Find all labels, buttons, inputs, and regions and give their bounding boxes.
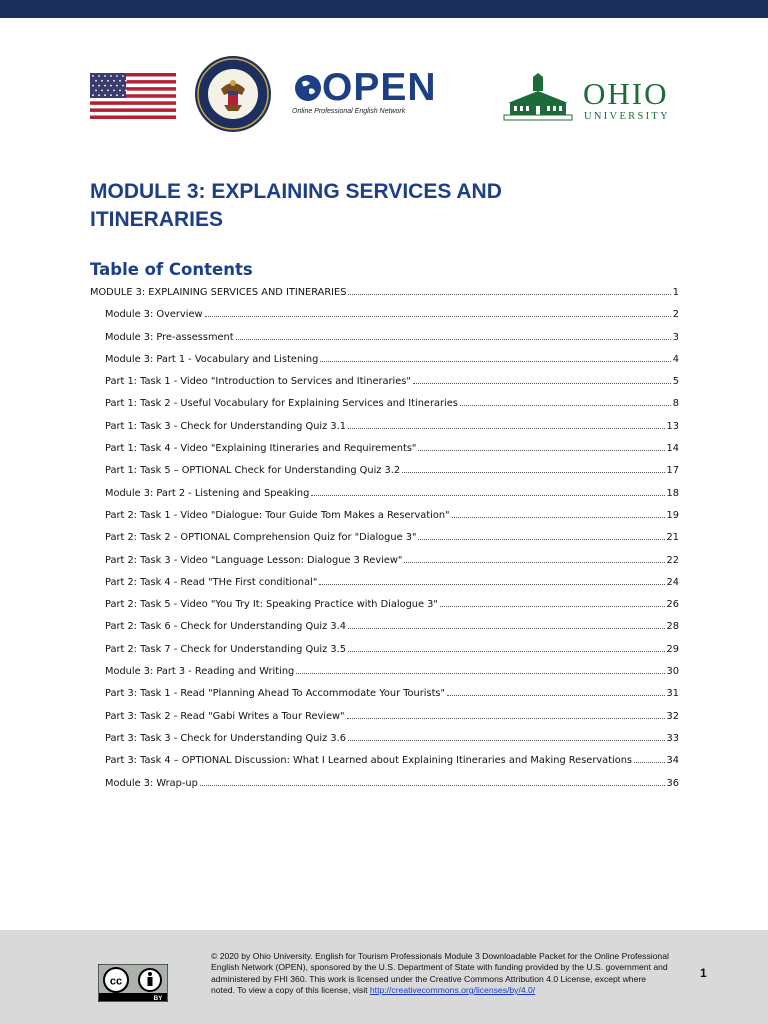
toc-entry-label: Part 2: Task 1 - Video "Dialogue: Tour Guide Tom Makes a Reservation" <box>105 509 450 521</box>
toc-entry-page: 30 <box>666 666 679 678</box>
toc-entry-page: 34 <box>666 755 679 767</box>
toc-entry[interactable] <box>90 376 679 398</box>
toc-entry-page: 32 <box>666 710 679 722</box>
toc-leader-dots <box>452 517 665 518</box>
toc-entry[interactable] <box>90 421 679 443</box>
toc-entry-page: 36 <box>666 777 679 789</box>
toc-entry-page: 17 <box>666 465 679 477</box>
us-flag-icon <box>90 73 176 119</box>
toc-entry-page: 4 <box>672 353 679 365</box>
toc-entry[interactable] <box>90 555 679 577</box>
toc-entry-label: Part 1: Task 3 - Check for Understanding Quiz 3.1 <box>105 420 346 432</box>
toc-entry-label: Module 3: Overview <box>105 309 203 321</box>
toc-entry[interactable] <box>90 733 679 755</box>
toc-leader-dots <box>348 294 670 295</box>
creative-commons-by-badge-icon <box>98 964 168 1002</box>
toc-entry-label: Module 3: Part 2 - Listening and Speaking <box>105 487 310 499</box>
toc-leader-dots <box>348 740 665 741</box>
toc-entry-label: Module 3: Pre-assessment <box>105 331 234 343</box>
toc-entry[interactable] <box>90 465 679 487</box>
toc-entry[interactable] <box>90 443 679 465</box>
toc-entry-label: Part 2: Task 5 - Video "You Try It: Speaking Practice with Dialogue 3" <box>105 599 438 611</box>
toc-leader-dots <box>319 584 664 585</box>
toc-entry[interactable] <box>90 755 679 777</box>
svg-text:cc: cc <box>109 975 123 988</box>
toc-entry[interactable] <box>90 688 679 710</box>
cc-by-label: BY <box>153 995 163 1002</box>
toc-entry-label: Module 3: Part 1 - Vocabulary and Listening <box>105 353 319 365</box>
toc-entry-label: Part 2: Task 7 - Check for Understanding Quiz 3.5 <box>105 643 346 655</box>
toc-entry-label: Part 3: Task 2 - Read "Gabi Writes a Tour Review" <box>105 710 345 722</box>
toc-leader-dots <box>348 628 665 629</box>
toc-entry-label: Module 3: Wrap-up <box>105 777 198 789</box>
toc-entry-label: Part 3: Task 4 – OPTIONAL Discussion: What I Learned about Explaining Itineraries and Making Reservations <box>105 755 633 767</box>
toc-entry-label: Part 1: Task 1 - Video "Introduction to Services and Itineraries" <box>105 376 411 388</box>
table-of-contents <box>90 287 679 800</box>
toc-entry-page: 3 <box>672 331 679 343</box>
toc-leader-dots <box>205 316 671 317</box>
ohio-logo-text: OHIO <box>583 76 669 111</box>
toc-entry[interactable] <box>90 309 679 331</box>
toc-entry-page: 28 <box>666 621 679 633</box>
toc-entry-page: 19 <box>666 509 679 521</box>
toc-entry-page: 18 <box>666 487 679 499</box>
toc-entry-label: Part 1: Task 2 - Useful Vocabulary for Explaining Services and Itineraries <box>105 398 458 410</box>
toc-entry[interactable] <box>90 666 679 688</box>
toc-leader-dots <box>236 339 671 340</box>
toc-entry-page: 5 <box>672 376 679 388</box>
toc-entry-label: Part 2: Task 4 - Read "THe First conditional" <box>105 576 318 588</box>
toc-entry-label: Part 3: Task 1 - Read "Planning Ahead To Accommodate Your Tourists" <box>105 688 446 700</box>
toc-leader-dots <box>447 695 664 696</box>
toc-entry[interactable] <box>90 644 679 666</box>
toc-entry[interactable] <box>90 354 679 376</box>
toc-entry-page: 22 <box>666 554 679 566</box>
department-of-state-seal-icon <box>194 55 272 133</box>
toc-entry[interactable] <box>90 599 679 621</box>
toc-entry[interactable] <box>90 577 679 599</box>
toc-entry-page: 33 <box>666 732 679 744</box>
page-number: 1 <box>700 966 707 980</box>
toc-entry[interactable] <box>90 287 679 309</box>
toc-leader-dots <box>348 651 665 652</box>
toc-entry-label: Part 2: Task 6 - Check for Understanding Quiz 3.4 <box>105 621 346 633</box>
open-logo-text: OPEN <box>322 66 437 109</box>
toc-leader-dots <box>296 673 664 674</box>
toc-entry[interactable] <box>90 621 679 643</box>
toc-entry-label: Module 3: Part 3 - Reading and Writing <box>105 666 295 678</box>
license-link[interactable]: http://creativecommons.org/licenses/by/4.0/ <box>369 984 536 995</box>
toc-entry-page: 26 <box>666 599 679 611</box>
toc-entry-label: Part 2: Task 3 - Video "Language Lesson: Dialogue 3 Review" <box>105 554 403 566</box>
open-globe-icon <box>293 73 323 103</box>
toc-entry-label: Part 1: Task 4 - Video "Explaining Itineraries and Requirements" <box>105 443 417 455</box>
toc-entry-page: 1 <box>672 287 679 298</box>
top-bar <box>0 0 768 18</box>
open-logo-tagline: Online Professional English Network <box>292 108 406 115</box>
toc-leader-dots <box>413 383 671 384</box>
toc-leader-dots <box>418 450 664 451</box>
license-text: © 2020 by Ohio University. English for Tourism Professionals Module 3 Downloadable Packet for the Online Professional English Network (OPEN), sponsored by the U.S. Department of State with funding provided by the U.S. government and administered by FHI 360. This work is licensed under the Creative Commons Attribution 4.0 License, except where noted. To view a copy of this license, visit http://creativecommons.org/licenses/by/4.0/ <box>211 951 669 995</box>
toc-leader-dots <box>402 472 664 473</box>
ohio-university-building-icon <box>500 73 576 121</box>
toc-leader-dots <box>460 405 671 406</box>
toc-entry-label: Part 1: Task 5 – OPTIONAL Check for Understanding Quiz 3.2 <box>105 465 401 477</box>
toc-entry-page: 29 <box>666 643 679 655</box>
toc-leader-dots <box>440 606 665 607</box>
ohio-logo-subtitle: UNIVERSITY <box>584 111 670 122</box>
toc-leader-dots <box>348 428 665 429</box>
toc-entry[interactable] <box>90 488 679 510</box>
module-title: MODULE 3: EXPLAINING SERVICES AND ITINERARIES <box>90 180 502 231</box>
toc-entry[interactable] <box>90 332 679 354</box>
toc-entry[interactable] <box>90 711 679 733</box>
toc-leader-dots <box>404 562 664 563</box>
toc-entry[interactable] <box>90 532 679 554</box>
toc-entry-page: 14 <box>666 443 679 455</box>
toc-entry-page: 8 <box>672 398 679 410</box>
toc-leader-dots <box>200 785 665 786</box>
toc-entry[interactable] <box>90 398 679 420</box>
toc-entry[interactable] <box>90 510 679 532</box>
toc-leader-dots <box>634 762 665 763</box>
toc-entry-page: 31 <box>666 688 679 700</box>
toc-entry-label: Part 3: Task 3 - Check for Understanding Quiz 3.6 <box>105 732 346 744</box>
toc-leader-dots <box>347 718 665 719</box>
toc-leader-dots <box>418 539 664 540</box>
toc-entry-page: 24 <box>666 576 679 588</box>
toc-entry-page: 2 <box>672 309 679 321</box>
toc-entry-label: MODULE 3: EXPLAINING SERVICES AND ITINERARIES <box>90 287 347 298</box>
toc-entry-page: 21 <box>666 532 679 544</box>
toc-entry-label: Part 2: Task 2 - OPTIONAL Comprehension Quiz for "Dialogue 3" <box>105 532 417 544</box>
toc-leader-dots <box>320 361 670 362</box>
toc-leader-dots <box>311 495 664 496</box>
toc-entry[interactable] <box>90 778 679 800</box>
toc-entry-page: 13 <box>666 420 679 432</box>
toc-heading: Table of Contents <box>90 260 253 279</box>
